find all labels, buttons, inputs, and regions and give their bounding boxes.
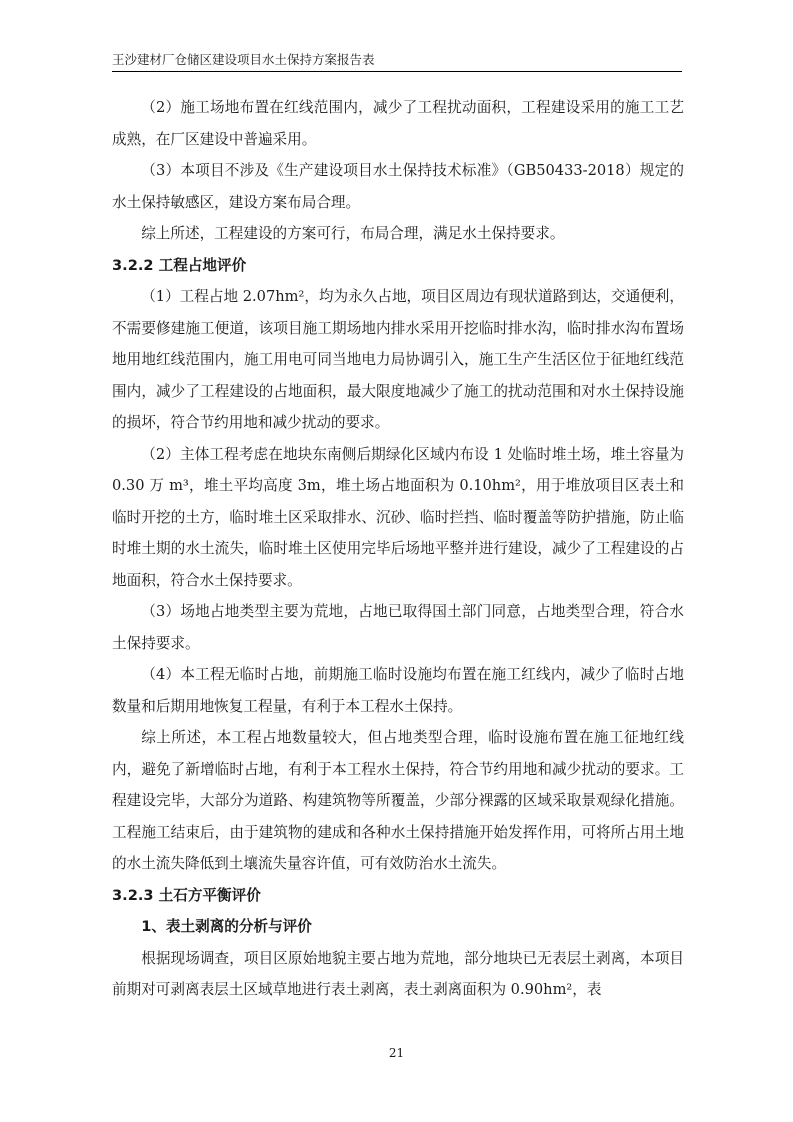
header-divider bbox=[112, 71, 682, 72]
paragraph: （2）施工场地布置在红线范围内，减少了工程扰动面积，工程建设采用的施工工艺成熟，在厂区建设中普遍采用。 bbox=[112, 99, 684, 148]
section-heading-3-2-3: 3.2.3 土石方平衡评价 bbox=[112, 886, 261, 904]
paragraph: （3）场地占地类型主要为荒地，占地已取得国土部门同意，占地类型合理，符合水土保持要求。 bbox=[112, 603, 684, 652]
running-header: 王沙建材厂仓储区建设项目水土保持方案报告表 bbox=[112, 52, 375, 67]
subsection-heading: 1、表土剥离的分析与评价 bbox=[141, 918, 312, 935]
section-heading-3-2-2: 3.2.2 工程占地评价 bbox=[112, 256, 247, 274]
paragraph: 根据现场调查，项目区原始地貌主要占地为荒地，部分地块已无表层土剥离，本项目前期对可剥离表层土区域草地进行表土剥离，表土剥离面积为 0.90hm²，表 bbox=[112, 949, 684, 998]
page-number: 21 bbox=[388, 1046, 405, 1060]
paragraph: （4）本工程无临时占地，前期施工临时设施均布置在施工红线内，减少了临时占地数量和后期用地恢复工程量，有利于本工程水土保持。 bbox=[112, 666, 684, 715]
paragraph: （1）工程占地 2.07hm²，均为永久占地，项目区周边有现状道路到达，交通便利，不需要修建施工便道，该项目施工期场地内排水采用开挖临时排水沟，临时排水沟布置场地用地红线范围内，施工用电可同当地电力局协调引入，施工生产生活区位于征地红线范围内，减少了工程建设的占地面积，最大限度地减少了施工的扰动范围和对水土保持设施的损坏，符合节约用地和减少扰动的要求。 bbox=[112, 288, 684, 431]
paragraph: （3）本项目不涉及《生产建设项目水土保持技术标准》（GB50433-2018）规定的水土保持敏感区，建设方案布局合理。 bbox=[112, 162, 684, 211]
paragraph: 综上所述，本工程占地数量较大，但占地类型合理，临时设施布置在施工征地红线内，避免了新增临时占地，有利于本工程水土保持，符合节约用地和减少扰动的要求。工程建设完毕，大部分为道路、构建筑物等所覆盖，少部分裸露的区域采取景观绿化措施。工程施工结束后，由于建筑物的建成和各种水土保持措施开始发挥作用，可将所占用土地的水土流失降低到土壤流失量容许值，可有效防治水土流失。 bbox=[112, 729, 684, 872]
paragraph: 综上所述，工程建设的方案可行，布局合理，满足水土保持要求。 bbox=[141, 225, 565, 242]
paragraph: （2）主体工程考虑在地块东南侧后期绿化区域内布设 1 处临时堆土场，堆土容量为 0.30 万 m³，堆土平均高度 3m，堆土场占地面积为 0.10hm²，用于堆放项目区表土和临时开挖的土方，临时堆土区采取排水、沉砂、临时拦挡、临时覆盖等防护措施，防止临时堆土期的水土流失，临时堆土区使用完毕后场地平整并进行建设，减少了工程建设的占地面积，符合水土保持要求。 bbox=[112, 445, 684, 589]
document-body bbox=[112, 92, 684, 1006]
